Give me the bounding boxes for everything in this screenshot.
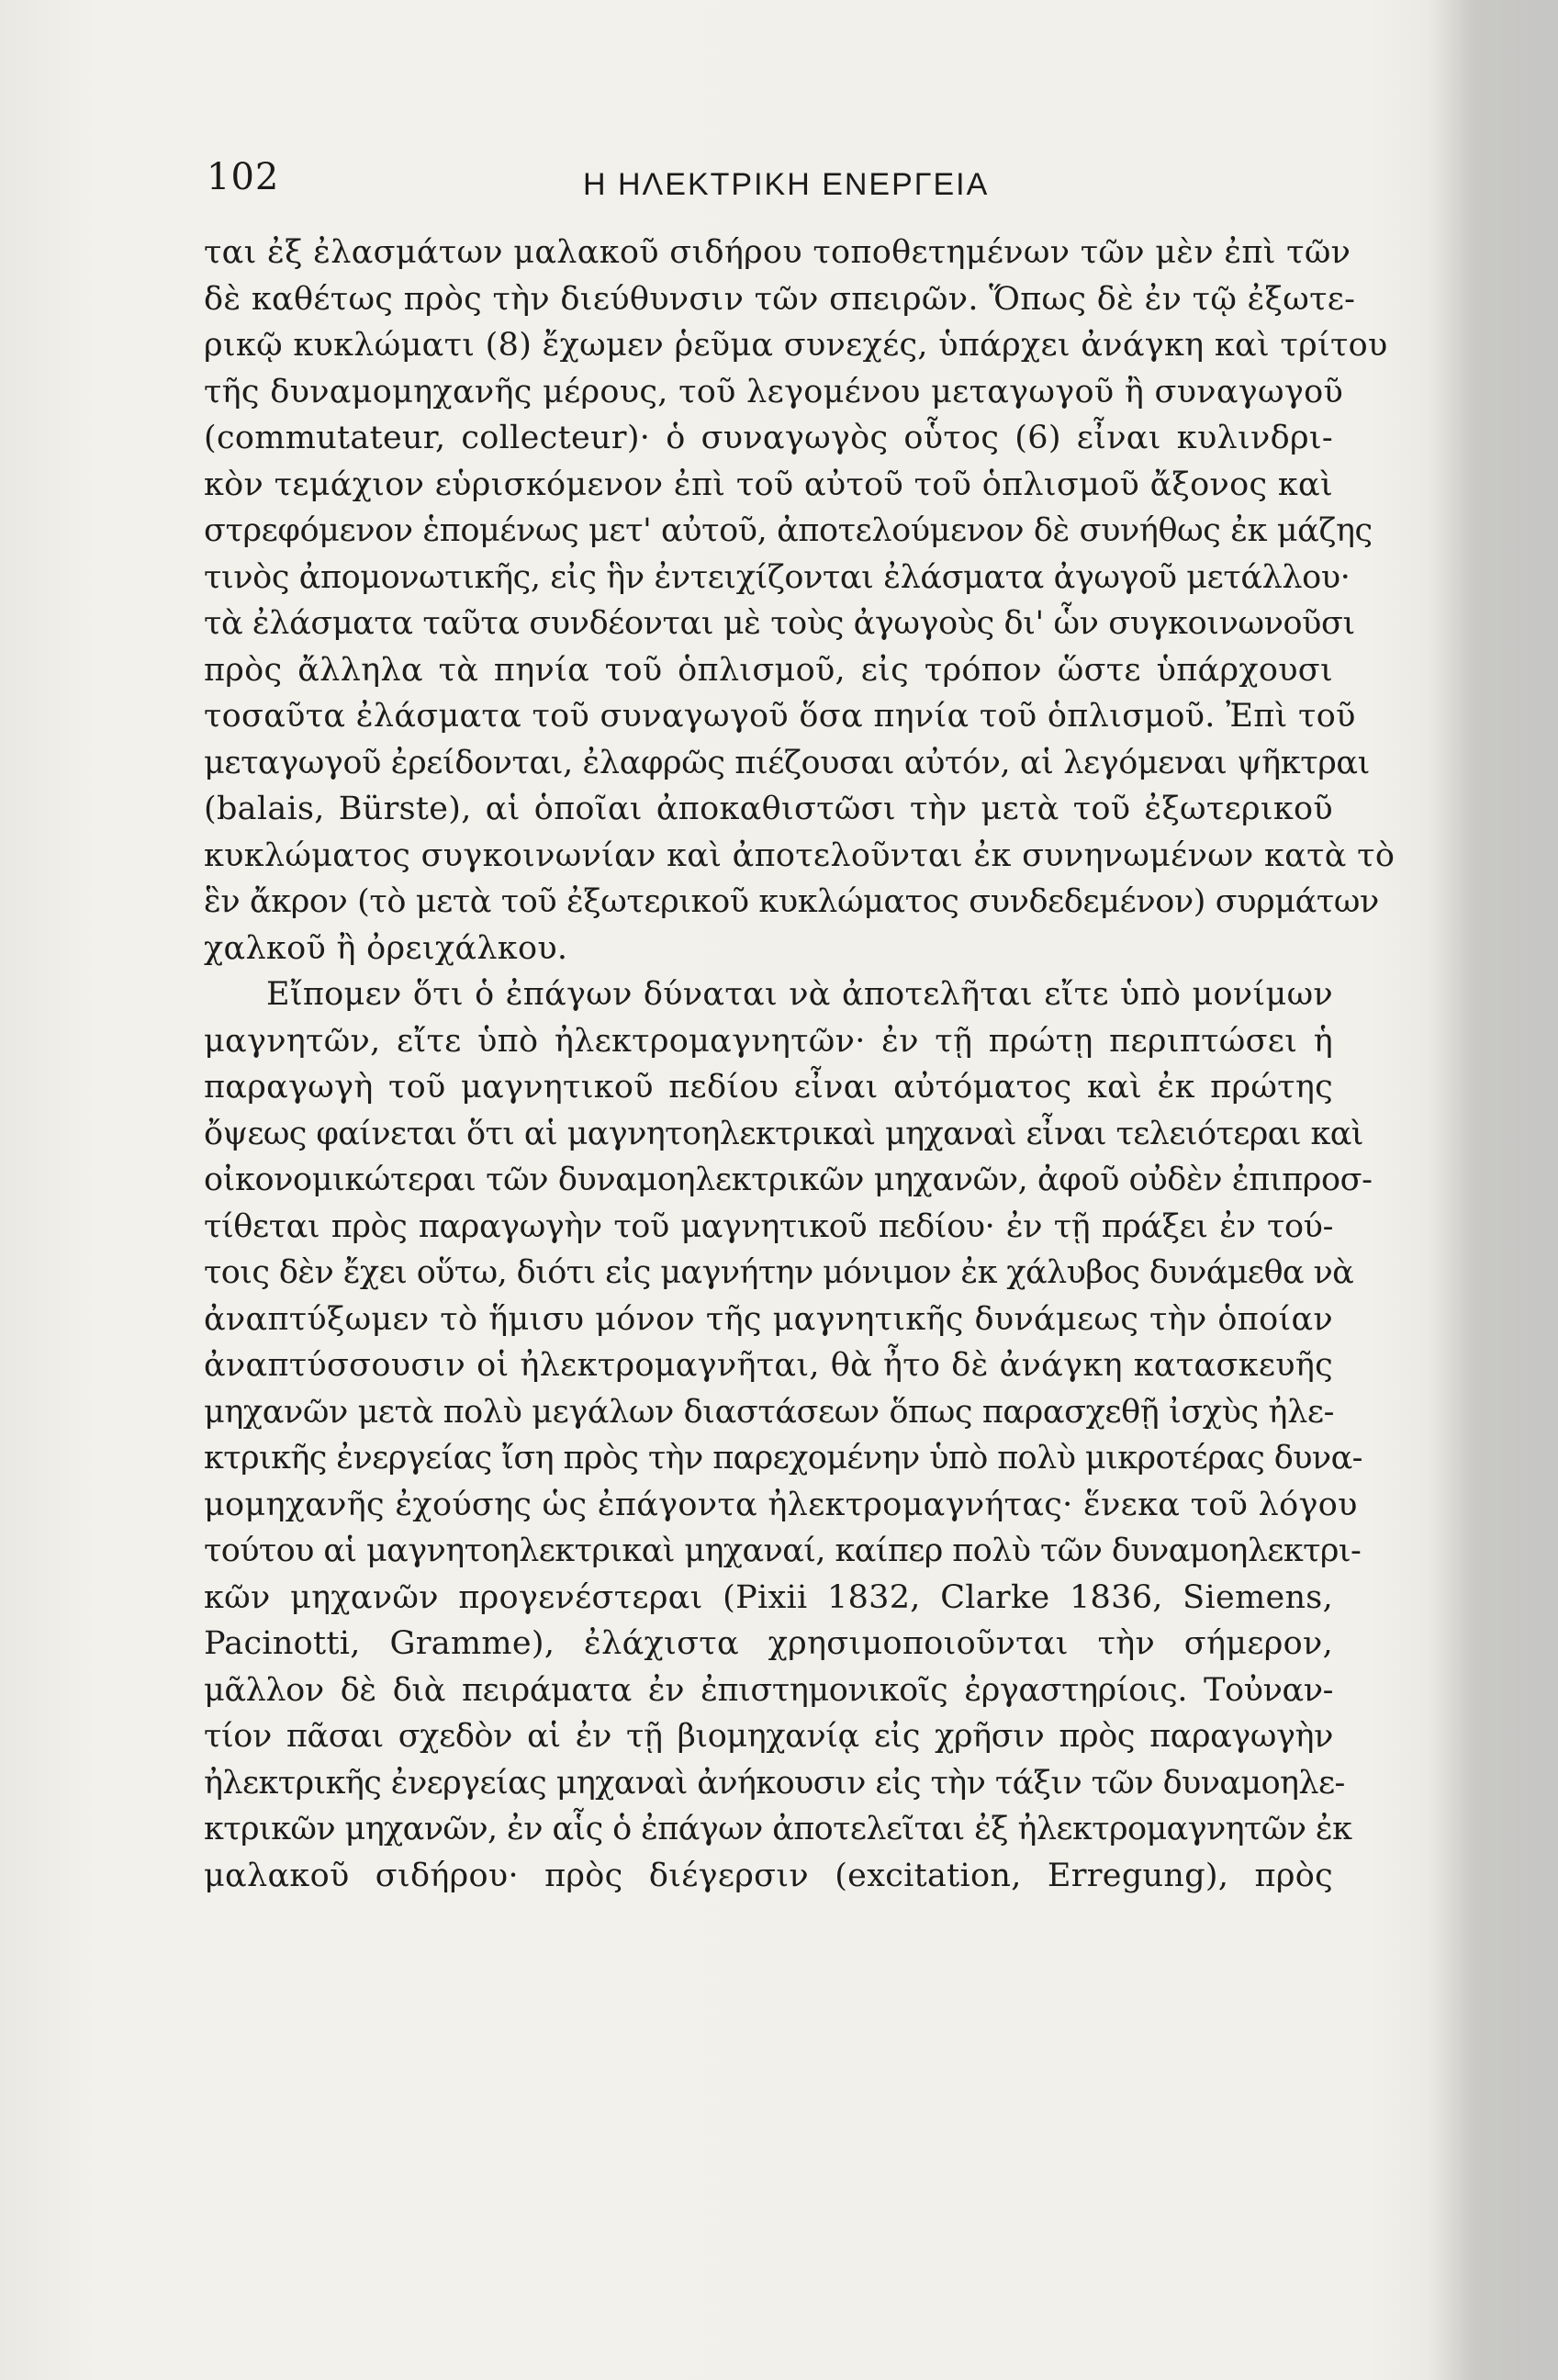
text-line: ἓν ἄκρον (τὸ μετὰ τοῦ ἐξωτερικοῦ κυκλώματος συνδεδεμένον) συρμάτων (204, 883, 1379, 920)
text-line: παραγωγὴ τοῦ μαγνητικοῦ πεδίου εἶναι αὐτόματος καὶ ἐκ πρώτης (204, 1069, 1333, 1106)
text-line: τοις δὲν ἔχει οὕτω, διότι εἰς μαγνήτην μόνιμον ἐκ χάλυβος δυνάμεθα νὰ (204, 1254, 1354, 1291)
text-line: χαλκοῦ ἢ ὀρειχάλκου. (204, 929, 568, 967)
text-line: κτρικῶν μηχανῶν, ἐν αἷς ὁ ἐπάγων ἀποτελεῖται ἐξ ἠλεκτρομαγνητῶν ἐκ (204, 1811, 1352, 1847)
running-title: Η ΗΛΕΚΤΡΙΚΗ ΕΝΕΡΓΕΙΑ (583, 167, 990, 202)
page-header (207, 156, 1391, 211)
text-line: μαλακοῦ σιδήρου· πρὸς διέγερσιν (excitation, Erregung), πρὸς (204, 1857, 1333, 1894)
text-line: τινὸς ἀπομονωτικῆς, εἰς ἣν ἐντειχίζονται ἐλάσματα ἀγωγοῦ μετάλλου· (204, 558, 1351, 596)
text-line: Εἴπομεν ὅτι ὁ ἐπάγων δύναται νὰ ἀποτελῆται εἴτε ὑπὸ μονίμων (266, 976, 1333, 1013)
text-line: (commutateur, collecteur)· ὁ συναγωγὸς οὗτος (6) εἶναι κυλινδρι- (204, 420, 1333, 456)
text-line: κυκλώματος συγκοινωνίαν καὶ ἀποτελοῦνται ἐκ συνηνωμένων κατὰ τὸ (204, 836, 1395, 874)
text-line: ἀναπτύσσουσιν οἱ ἠλεκτρομαγνῆται, θὰ ἦτο δὲ ἀνάγκη κατασκευῆς (204, 1347, 1333, 1384)
page-number: 102 (207, 156, 280, 198)
text-line: κτρικῆς ἐνεργείας ἴση πρὸς τὴν παρεχομένην ὑπὸ πολὺ μικροτέρας δυνα- (204, 1440, 1362, 1476)
text-line: Pacinotti, Gramme), ἐλάχιστα χρησιμοποιοῦνται τὴν σήμερον, (204, 1625, 1333, 1662)
text-line: μομηχανῆς ἐχούσης ὡς ἐπάγοντα ἠλεκτρομαγνήτας· ἕνεκα τοῦ λόγου (204, 1486, 1358, 1523)
text-line: στρεφόμενον ἑπομένως μετ' αὐτοῦ, ἀποτελούμενον δὲ συνήθως ἐκ μάζης (204, 512, 1373, 549)
text-line: κὸν τεμάχιον εὑρισκόμενον ἐπὶ τοῦ αὐτοῦ τοῦ ὁπλισμοῦ ἄξονος καὶ (204, 466, 1333, 503)
text-line: μεταγωγοῦ ἐρείδονται, ἐλαφρῶς πιέζουσαι αὐτόν, αἱ λεγόμεναι ψῆκτραι (204, 744, 1370, 781)
text-line: ται ἐξ ἐλασμάτων μαλακοῦ σιδήρου τοποθετημένων τῶν μὲν ἐπὶ τῶν (204, 234, 1351, 271)
text-line: ὄψεως φαίνεται ὅτι αἱ μαγνητοηλεκτρικαὶ μηχαναὶ εἶναι τελειότεραι καὶ (204, 1115, 1363, 1152)
text-line: ἠλεκτρικῆς ἐνεργείας μηχαναὶ ἀνήκουσιν εἰς τὴν τάξιν τῶν δυναμοηλε- (204, 1764, 1345, 1802)
text-line: τίθεται πρὸς παραγωγὴν τοῦ μαγνητικοῦ πεδίου· ἐν τῇ πράξει ἐν τού- (204, 1207, 1333, 1245)
text-line: πρὸς ἄλληλα τὰ πηνία τοῦ ὁπλισμοῦ, εἰς τρόπον ὥστε ὑπάρχουσι (204, 651, 1333, 689)
text-line: (balais, Bürste), αἱ ὁποῖαι ἀποκαθιστῶσι τὴν μετὰ τοῦ ἐξωτερικοῦ (204, 791, 1333, 827)
text-line: κῶν μηχανῶν προγενέστεραι (Pixii 1832, Clarke 1836, Siemens, (204, 1578, 1333, 1616)
text-line: τοσαῦτα ἐλάσματα τοῦ συναγωγοῦ ὅσα πηνία τοῦ ὁπλισμοῦ. Ἐπὶ τοῦ (204, 698, 1356, 735)
text-line: δὲ καθέτως πρὸς τὴν διεύθυνσιν τῶν σπειρῶν. Ὅπως δὲ ἐν τῷ ἐξωτε- (204, 280, 1356, 318)
text-line: μηχανῶν μετὰ πολὺ μεγάλων διαστάσεων ὅπως παρασχεθῇ ἰσχὺς ἠλε- (204, 1393, 1335, 1431)
text-line: μᾶλλον δὲ διὰ πειράματα ἐν ἐπιστημονικοῖς ἐργαστηρίοις. Τοὐναν- (204, 1671, 1333, 1709)
page-edge-shadow (1429, 0, 1558, 2380)
text-line: ρικῷ κυκλώματι (8) ἔχωμεν ῥεῦμα συνεχές, ὑπάρχει ἀνάγκη καὶ τρίτου (204, 327, 1388, 364)
text-line: τῆς δυναμομηχανῆς μέρους, τοῦ λεγομένου μεταγωγοῦ ἢ συναγωγοῦ (204, 373, 1344, 410)
text-line: τίον πᾶσαι σχεδὸν αἱ ἐν τῇ βιομηχανίᾳ εἰς χρῆσιν πρὸς παραγωγὴν (204, 1718, 1333, 1755)
text-line: ἀναπτύξωμεν τὸ ἥμισυ μόνον τῆς μαγνητικῆς δυνάμεως τὴν ὁποίαν (204, 1300, 1333, 1338)
text-line: τούτου αἱ μαγνητοηλεκτρικαὶ μηχαναί, καίπερ πολὺ τῶν δυναμοηλεκτρι- (204, 1532, 1362, 1569)
text-line: μαγνητῶν, εἴτε ὑπὸ ἠλεκτρομαγνητῶν· ἐν τῇ πρώτῃ περιπτώσει ἡ (204, 1022, 1333, 1060)
body-text (204, 230, 1395, 1899)
text-line: τὰ ἐλάσματα ταῦτα συνδέονται μὲ τοὺς ἀγωγοὺς δι' ὧν συγκοινωνοῦσι (204, 605, 1355, 642)
text-line: οἰκονομικώτεραι τῶν δυναμοηλεκτρικῶν μηχανῶν, ἀφοῦ οὐδὲν ἐπιπροσ- (204, 1162, 1373, 1198)
